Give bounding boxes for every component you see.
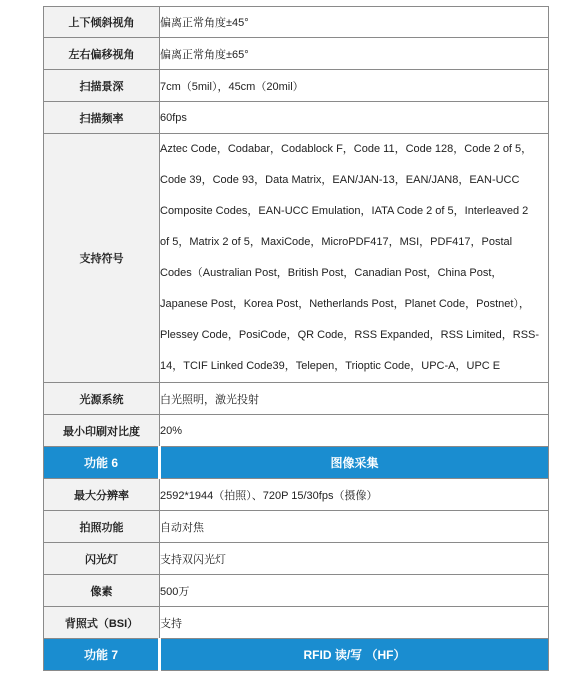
symbols-list (160, 134, 549, 383)
row-value: 自动对焦 (160, 511, 549, 543)
row-value: 500万 (160, 575, 549, 607)
row-label: 最大分辨率 (44, 479, 160, 511)
row-value: 2592*1944（拍照）、720P 15/30fps（摄像） (160, 479, 549, 511)
row-label: 扫描频率 (44, 102, 160, 134)
row-value: 60fps (160, 102, 549, 134)
table-row (44, 383, 549, 415)
symbols-line: Japanese Post，Korea Post，Netherlands Post，Planet Code，Postnet）， (160, 298, 530, 310)
section-title: RFID 读/写 （HF） (160, 639, 549, 671)
symbols-line: Aztec Code，Codabar，Codablock F，Code 11，Code 128，Code 2 of 5， (160, 143, 533, 155)
row-label: 像素 (44, 575, 160, 607)
symbols-line: Composite Codes，EAN-UCC Emulation，IATA Code 2 of 5，Interleaved 2 (160, 205, 529, 217)
section-title: 图像采集 (160, 447, 549, 479)
row-label: 左右偏移视角 (44, 38, 160, 70)
row-value: 支持双闪光灯 (160, 543, 549, 575)
section-label: 功能 7 (44, 639, 160, 671)
table-row (44, 415, 549, 447)
symbols-line: of 5，Matrix 2 of 5，MaxiCode，MicroPDF417，MSI，PDF417，Postal (160, 236, 513, 248)
symbols-line: Codes（Australian Post，British Post，Canadian Post，China Post， (160, 267, 503, 279)
row-value: 支持 (160, 607, 549, 639)
table-row (44, 7, 549, 38)
row-label: 最小印刷对比度 (44, 415, 160, 447)
table-row (44, 38, 549, 70)
symbols-label: 支持符号 (44, 134, 160, 383)
row-value: 偏离正常角度±45° (160, 7, 549, 38)
table-row-symbols (44, 134, 549, 383)
row-label: 扫描景深 (44, 70, 160, 102)
table-row (44, 511, 549, 543)
row-value: 20% (160, 415, 549, 447)
row-label: 上下倾斜视角 (44, 7, 160, 38)
row-value: 白光照明，激光投射 (160, 383, 549, 415)
section-header-7 (44, 639, 549, 671)
symbols-line: 14，TCIF Linked Code39，Telepen，Trioptic Code，UPC-A，UPC E (160, 360, 501, 372)
section-label: 功能 6 (44, 447, 160, 479)
row-label: 拍照功能 (44, 511, 160, 543)
table-row (44, 543, 549, 575)
section-header-6 (44, 447, 549, 479)
table-row (44, 479, 549, 511)
row-value: 偏离正常角度±65° (160, 38, 549, 70)
table-row (44, 607, 549, 639)
table-row (44, 575, 549, 607)
row-label: 光源系统 (44, 383, 160, 415)
row-value: 7cm（5mil），45cm（20mil） (160, 70, 549, 102)
table-row (44, 70, 549, 102)
symbols-line: Plessey Code，PosiCode，QR Code，RSS Expanded，RSS Limited，RSS- (160, 329, 540, 341)
table-row (44, 102, 549, 134)
symbols-line: Code 39，Code 93，Data Matrix，EAN/JAN-13，EAN/JAN8，EAN-UCC (160, 174, 520, 186)
row-label: 背照式（BSI） (44, 607, 160, 639)
row-label: 闪光灯 (44, 543, 160, 575)
spec-table (43, 6, 549, 671)
